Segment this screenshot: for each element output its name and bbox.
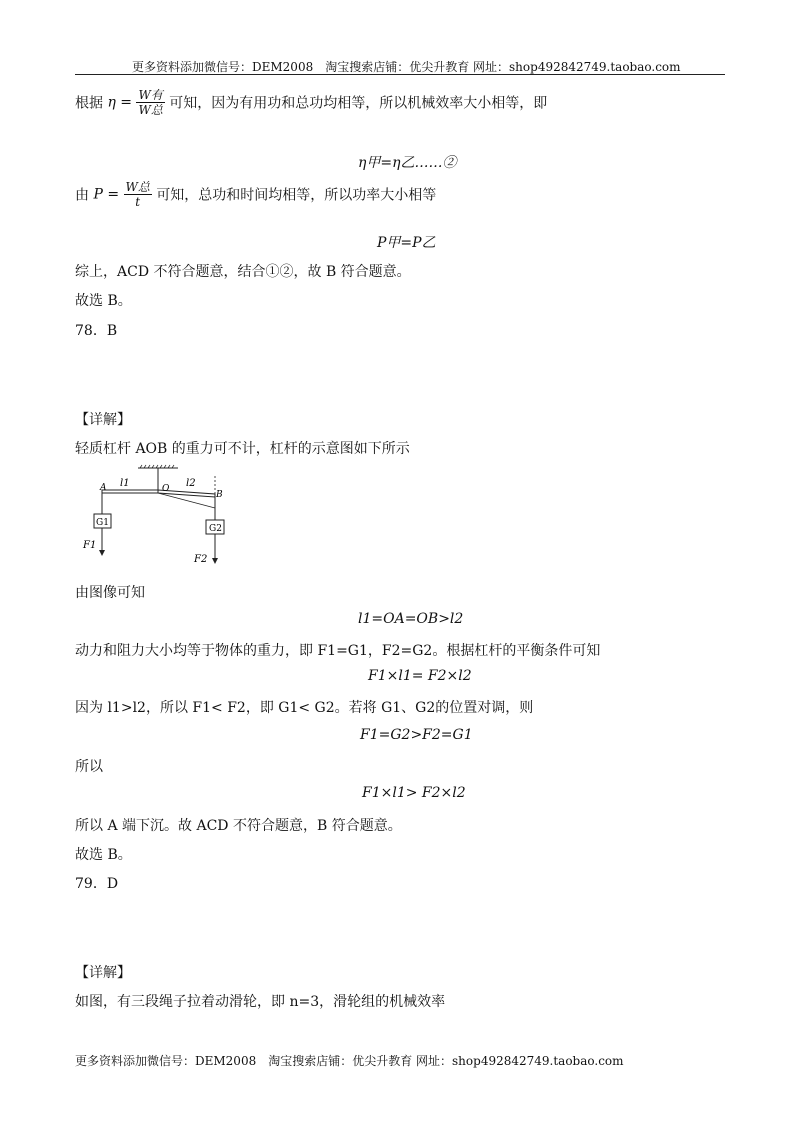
paragraph-therefore: 所以 bbox=[75, 759, 103, 775]
label-F1: F1 bbox=[83, 540, 97, 551]
label-G2: G2 bbox=[209, 524, 222, 534]
detail-heading-2: 【详解】 bbox=[75, 965, 131, 981]
detail-heading: 【详解】 bbox=[75, 412, 131, 428]
power-fraction bbox=[124, 180, 152, 209]
equation-imbalance: F1×l1> F2×l2 bbox=[362, 785, 466, 801]
text-prefix: 根据 bbox=[75, 95, 103, 112]
equation-balance: F1×l1= F2×l2 bbox=[368, 668, 472, 684]
paragraph-swap: 因为 l1>l2，所以 F1< F2，即 G1< G2。若将 G1、G2的位置对调，则 bbox=[75, 700, 534, 716]
paragraph-from-graph: 由图像可知 bbox=[75, 585, 145, 601]
arrowhead-F2 bbox=[212, 558, 218, 564]
fraction-numerator: W总 bbox=[125, 180, 150, 194]
label-G1: G1 bbox=[96, 518, 109, 528]
paragraph-lever-intro: 轻质杠杆 AOB 的重力可不计，杠杆的示意图如下所示 bbox=[75, 441, 410, 457]
paragraph-forces: 动力和阻力大小均等于物体的重力，即 F1=G1，F2=G2。根据杠杆的平衡条件可知 bbox=[75, 643, 601, 659]
fraction-numerator: W有 bbox=[138, 88, 163, 102]
lever-arm-left bbox=[102, 490, 158, 493]
label-B: B bbox=[216, 490, 223, 500]
text-suffix: 可知，总功和时间均相等，所以功率大小相等 bbox=[156, 187, 437, 204]
fraction-denominator: W总 bbox=[138, 103, 163, 117]
label-A: A bbox=[100, 483, 107, 493]
text-prefix: 由 bbox=[75, 187, 89, 204]
equation-lengths: l1=OA=OB>l2 bbox=[358, 611, 464, 627]
label-F2: F2 bbox=[194, 554, 208, 565]
paragraph-pulley: 如图，有三段绳子拉着动滑轮，即 n=3，滑轮组的机械效率 bbox=[75, 994, 446, 1010]
equation-efficiency-equal: η甲=η乙……② bbox=[358, 155, 457, 171]
page-footer: 更多资料添加微信号：DEM2008 淘宝搜索店铺：优尖升教育 网址：shop492842749.taobao.com bbox=[75, 1054, 624, 1068]
fraction-denominator: t bbox=[135, 195, 141, 209]
page-header: 更多资料添加微信号：DEM2008 淘宝搜索店铺：优尖升教育 网址：shop492842749.taobao.com bbox=[132, 60, 681, 74]
text-suffix: 可知，因为有用功和总功均相等，所以机械效率大小相等，即 bbox=[169, 95, 548, 112]
header-rule bbox=[75, 74, 725, 75]
question-number-78: 78．B bbox=[75, 323, 118, 339]
paragraph-power bbox=[75, 180, 436, 209]
efficiency-fraction bbox=[136, 88, 164, 117]
lever-diagram bbox=[80, 462, 240, 570]
paragraph-conclusion: 综上，ACD 不符合题意，结合①②，故 B 符合题意。 bbox=[75, 264, 411, 280]
label-l1: l1 bbox=[120, 478, 130, 489]
power-symbol: P = bbox=[93, 186, 120, 203]
answer-choice-2: 故选 B。 bbox=[75, 847, 132, 863]
eta-symbol: η = bbox=[107, 94, 133, 111]
question-number-79: 79．D bbox=[75, 876, 119, 892]
label-O: O bbox=[162, 484, 170, 494]
paragraph-efficiency bbox=[75, 88, 547, 117]
label-l2: l2 bbox=[186, 478, 196, 489]
equation-power-equal: P甲=P乙 bbox=[377, 235, 436, 251]
paragraph-result: 所以 A 端下沉。故 ACD 不符合题意，B 符合题意。 bbox=[75, 818, 402, 834]
ceiling-hatch bbox=[138, 465, 178, 468]
answer-choice: 故选 B。 bbox=[75, 293, 132, 309]
arrowhead-F1 bbox=[99, 550, 105, 556]
equation-swapped-forces: F1=G2>F2=G1 bbox=[360, 727, 473, 743]
